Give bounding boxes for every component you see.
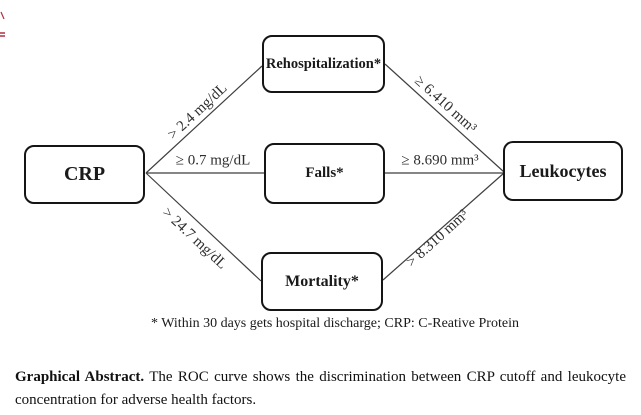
- edge-label-rehospitalization-leukocytes: ≥ 6.410 mm³: [411, 72, 480, 137]
- edge-label-mortality-leukocytes: > 8.310 mm³: [403, 206, 472, 271]
- edge-label-falls-leukocytes: ≥ 8.690 mm³: [401, 152, 479, 169]
- node-leukocytes: [503, 141, 623, 201]
- caption-line-1: [15, 366, 626, 389]
- edge-label-crp-mortality: > 24.7 mg/dL: [158, 204, 230, 273]
- node-falls: [264, 143, 385, 204]
- node-falls-label: Falls*: [305, 165, 344, 181]
- node-leukocytes-label: Leukocytes: [519, 160, 607, 181]
- figure-caption: [15, 366, 626, 412]
- caption-text: The ROC curve shows the discrimination between CRP cutoff and leukocyte: [149, 369, 626, 385]
- node-crp: [24, 145, 145, 204]
- edge-label-crp-falls: ≥ 0.7 mg/dL: [175, 152, 251, 169]
- red-edge-artifact: [0, 12, 5, 36]
- node-crp-label: CRP: [63, 163, 106, 185]
- node-rehospitalization: [262, 35, 385, 93]
- edge-label-crp-rehospitalization: > 2.4 mg/dL: [164, 80, 231, 143]
- diagram-footnote: * Within 30 days gets hospital discharge; CRP: C-Reative Protein: [151, 316, 519, 331]
- node-rehospitalization-label: Rehospitalization*: [265, 55, 382, 72]
- caption-line-2: concentration for adverse health factors.: [15, 392, 257, 408]
- node-mortality-label: Mortality*: [285, 272, 359, 290]
- caption-title: Graphical Abstract.: [15, 369, 145, 385]
- node-mortality: [261, 252, 383, 311]
- edge-line-crp-mortality: [146, 173, 261, 281]
